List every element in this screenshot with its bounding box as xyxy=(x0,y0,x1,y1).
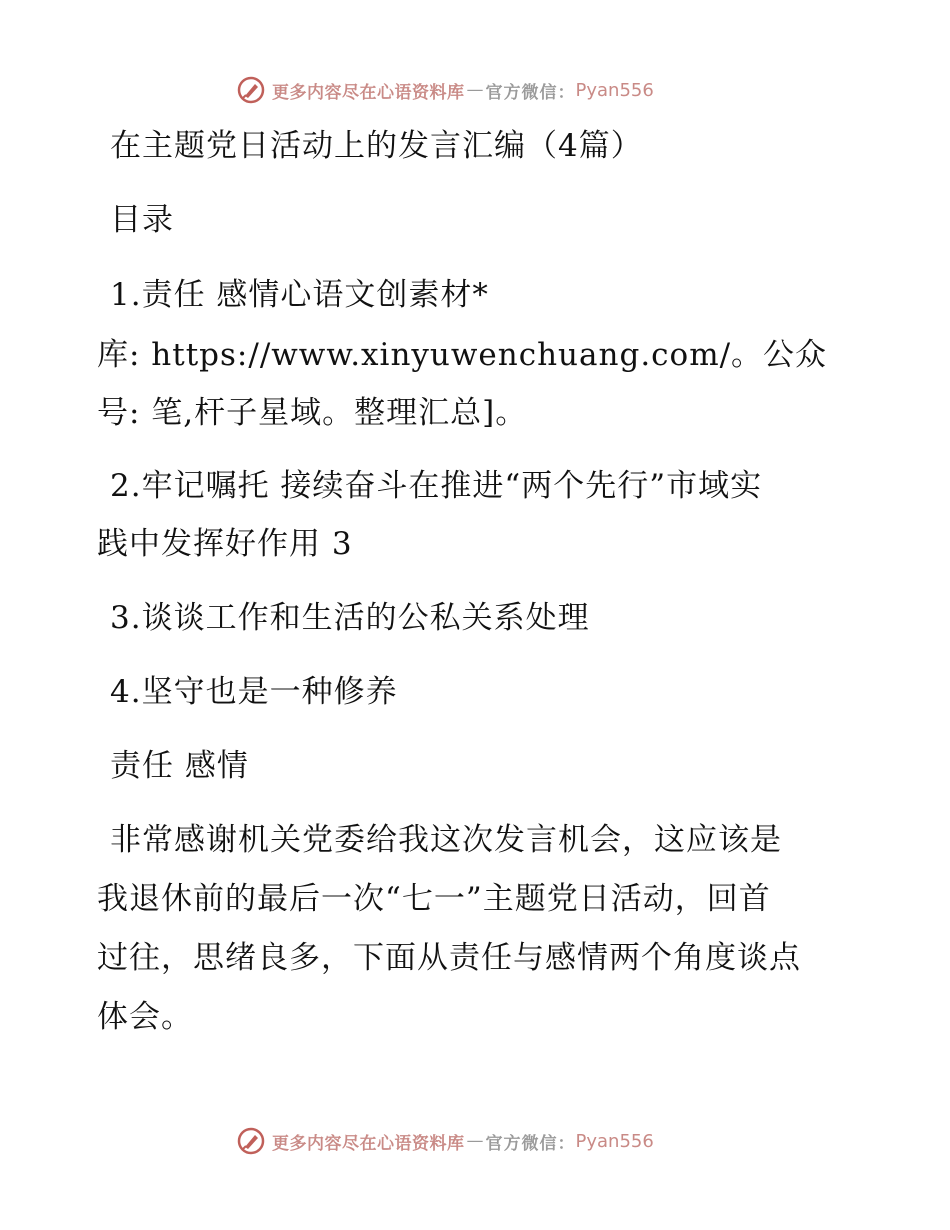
body-paragraph-line-3: 过往，思绪良多，下面从责任与感情两个角度谈点 xyxy=(97,940,801,976)
banner-wechat-label: 官方微信： xyxy=(485,82,576,103)
toc-item-1-line-1: 1.责任 感情心语文创素材* xyxy=(110,277,489,313)
banner-wechat-id: Pyan556 xyxy=(575,79,654,101)
banner-separator: — xyxy=(466,1131,484,1151)
body-paragraph-line-2: 我退休前的最后一次“七一”主题党日活动，回首 xyxy=(97,881,771,917)
banner-wechat-label: 官方微信： xyxy=(485,1133,576,1154)
banner-wechat-id: Pyan556 xyxy=(575,1130,654,1152)
banner-separator: — xyxy=(466,80,484,100)
section-heading: 责任 感情 xyxy=(110,748,249,784)
pen-nib-circle-icon xyxy=(236,1126,266,1156)
footer-banner xyxy=(236,1121,716,1161)
banner-text: 更多内容尽在心语资料库 xyxy=(272,1133,465,1154)
header-banner xyxy=(236,70,716,110)
body-paragraph-line-4: 体会。 xyxy=(97,999,193,1035)
toc-item-1-line-2: 库: https://www.xinyuwenchuang.com/。公众 xyxy=(97,337,828,373)
toc-item-2-line-2: 践中发挥好作用 3 xyxy=(97,526,353,562)
toc-item-2-line-1: 2.牢记嘱托 接续奋斗在推进“两个先行”市域实 xyxy=(110,468,763,504)
pen-nib-circle-icon xyxy=(236,75,266,105)
toc-item-1-line-3: 号: 笔,杆子星域。整理汇总]。 xyxy=(97,395,528,431)
toc-item-3: 3.谈谈工作和生活的公私关系处理 xyxy=(110,600,590,636)
toc-item-4: 4.坚守也是一种修养 xyxy=(110,674,398,710)
toc-heading: 目录 xyxy=(110,202,174,238)
banner-text: 更多内容尽在心语资料库 xyxy=(272,82,465,103)
body-paragraph-line-1: 非常感谢机关党委给我这次发言机会，这应该是 xyxy=(110,822,782,858)
document-title: 在主题党日活动上的发言汇编（4篇） xyxy=(110,128,643,164)
